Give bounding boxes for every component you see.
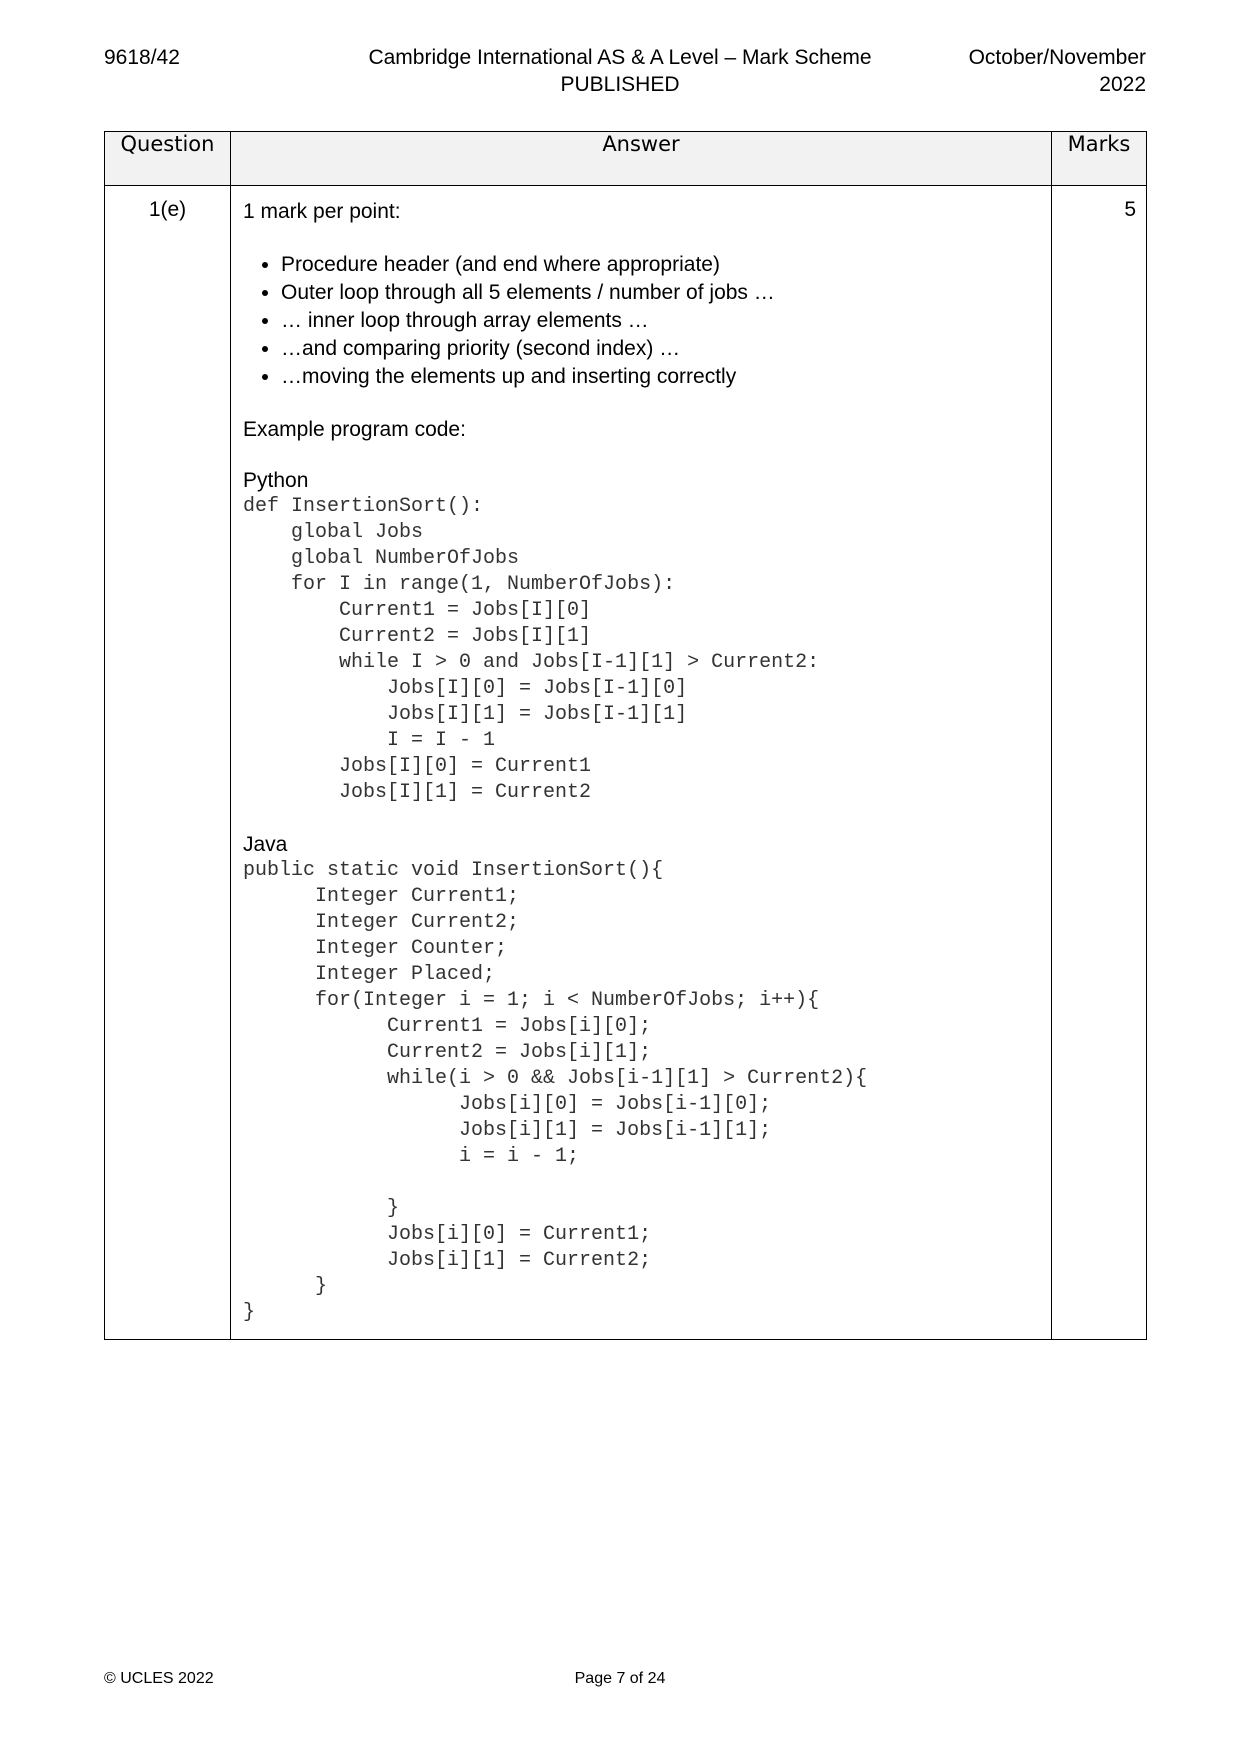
mark-scheme-table: [104, 131, 1147, 1340]
table-row: [105, 186, 1147, 1340]
page-number: Page 7 of 24: [574, 1670, 666, 1687]
python-code-block: def InsertionSort(): global Jobs global NumberOfJobs for I in range(1, NumberOfJobs): Current1 = Jobs[I][0] Current2 = Jobs[I][1] while I > 0 and Jobs[I-1][1] > Current2: Jobs[I][0] = Jobs[I-1][0] Jobs[I][1] = Jobs[I-1][1] I = I - 1 Jobs[I][0] = Current1 Jobs[I][1] = Current2: [243, 495, 820, 804]
marking-point: • Procedure header (and end where appropriate): [281, 251, 1041, 279]
title-line-2: PUBLISHED: [560, 73, 680, 96]
marks-column-header: Marks: [1052, 132, 1147, 186]
exam-session: [900, 44, 1146, 98]
question-column-header: Question: [105, 132, 231, 186]
python-label: Python: [243, 469, 309, 492]
marking-points: [243, 251, 1041, 391]
marking-point: • …moving the elements up and inserting correctly: [281, 363, 1041, 391]
question-number: 1(e): [105, 186, 231, 1340]
marking-point: • Outer loop through all 5 elements / number of jobs …: [281, 279, 1041, 307]
answer-column-header: Answer: [231, 132, 1052, 186]
marking-intro: 1 mark per point:: [243, 200, 401, 223]
example-label: Example program code:: [243, 418, 466, 441]
marking-point: • … inner loop through array elements …: [281, 307, 1041, 335]
java-label: Java: [243, 833, 288, 856]
java-code-block: public static void InsertionSort(){ Integer Current1; Integer Current2; Integer Counter; Integer Placed; for(Integer i = 1; i < NumberOfJobs; i++){ Current1 = Jobs[i][0]; Current2 = Jobs[i][1]; while(i > 0 && Jobs[i-1][1] > Current2){ Jobs[i][0] = Jobs[i-1][0]; Jobs[i][1] = Jobs[i-1][1]; i = i - 1; } Jobs[i][0] = Current1; Jobs[i][1] = Current2; } }: [243, 859, 868, 1324]
paper-code: 9618/42: [104, 46, 180, 69]
title-line-1: Cambridge International AS & A Level – Mark Scheme: [368, 46, 872, 69]
answer-cell: [231, 186, 1052, 1340]
session-line-2: 2022: [1099, 73, 1146, 96]
document-title: [330, 44, 910, 98]
marking-point: • …and comparing priority (second index) …: [281, 335, 1041, 363]
copyright-notice: © UCLES 2022: [104, 1670, 214, 1687]
table-header-row: [105, 132, 1147, 186]
session-line-1: October/November: [968, 46, 1146, 69]
marks-value: 5: [1052, 186, 1147, 1340]
